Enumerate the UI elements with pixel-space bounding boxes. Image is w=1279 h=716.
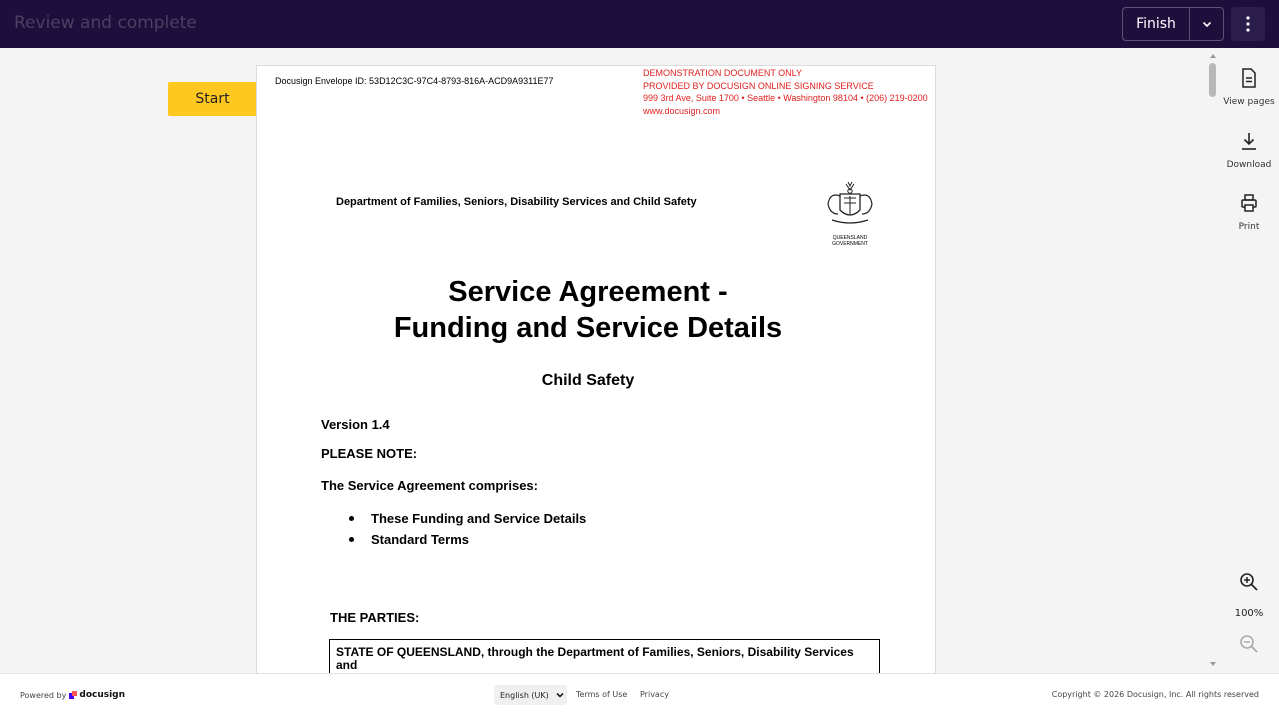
parties-heading: THE PARTIES: — [330, 610, 420, 625]
powered-by-label: Powered by — [20, 690, 67, 700]
demo-line: www.docusign.com — [643, 105, 721, 116]
brand-name: docusign — [79, 690, 126, 700]
list-item — [349, 508, 586, 529]
terms-of-use-link[interactable]: Terms of Use — [576, 690, 628, 699]
party-line: STATE OF QUEENSLAND, through the Department of Families, Seniors, Disability Services and — [336, 645, 854, 672]
document-icon — [1240, 68, 1258, 88]
demo-line: DEMONSTRATION DOCUMENT ONLY — [643, 68, 803, 78]
queensland-government-crest — [822, 180, 878, 247]
scroll-down-arrow-icon[interactable] — [1209, 660, 1217, 668]
crest-text: QUEENSLAND — [832, 235, 868, 241]
kebab-menu-icon — [1246, 16, 1250, 32]
comprises-list — [349, 508, 586, 550]
list-item-label: These Funding and Service Details — [371, 511, 587, 526]
view-pages-label: View pages — [1223, 97, 1275, 107]
zoom-out-icon — [1239, 634, 1259, 654]
footer — [0, 673, 1279, 716]
finish-button[interactable]: Finish — [1123, 8, 1190, 40]
crest-text: GOVERNMENT — [832, 241, 868, 247]
more-options-button[interactable] — [1231, 7, 1265, 41]
zoom-level: 100% — [1234, 608, 1264, 619]
chevron-down-icon — [1201, 18, 1213, 30]
print-label: Print — [1238, 222, 1260, 232]
download-button[interactable] — [1219, 131, 1279, 170]
top-bar — [0, 0, 1279, 48]
page-title: Review and complete — [14, 13, 197, 33]
download-icon — [1240, 131, 1258, 151]
finish-options-button[interactable] — [1190, 8, 1223, 40]
view-pages-button[interactable] — [1219, 68, 1279, 107]
finish-button-group — [1122, 7, 1224, 41]
language-select[interactable] — [494, 685, 567, 705]
envelope-id: Docusign Envelope ID: 53D12C3C-97C4-8793-816A-ACD9A9311E77 — [275, 76, 554, 86]
printer-icon — [1240, 193, 1258, 213]
bullet-icon — [349, 537, 354, 542]
zoom-in-icon — [1239, 572, 1259, 592]
docusign-mark-icon — [69, 691, 77, 699]
zoom-out-button[interactable] — [1219, 634, 1279, 659]
list-item — [349, 529, 586, 550]
document-subtitle: Child Safety — [541, 372, 635, 389]
version-text: Version 1.4 — [321, 417, 390, 432]
powered-by — [20, 690, 125, 700]
crest-label — [822, 235, 878, 247]
document-title-line2: Funding and Service Details — [393, 312, 783, 344]
comprises-text: The Service Agreement comprises: — [321, 478, 538, 493]
copyright-text: Copyright © 2026 Docusign, Inc. All rights reserved — [1051, 690, 1259, 699]
privacy-link[interactable]: Privacy — [640, 690, 669, 699]
please-note-heading: PLEASE NOTE: — [321, 446, 418, 461]
download-label: Download — [1226, 160, 1272, 170]
bullet-icon — [349, 516, 354, 521]
chevron-down-icon — [555, 690, 565, 700]
coat-of-arms-icon — [822, 180, 878, 230]
scrollbar-thumb[interactable] — [1209, 63, 1216, 97]
docusign-logo — [69, 690, 125, 700]
language-value: English (UK) — [500, 690, 549, 700]
document-viewer[interactable] — [0, 48, 1279, 673]
scroll-up-arrow-icon[interactable] — [1209, 52, 1217, 60]
demo-line: PROVIDED BY DOCUSIGN ONLINE SIGNING SERVICE — [643, 80, 874, 91]
document-page — [256, 65, 936, 685]
start-button[interactable]: Start — [168, 82, 257, 116]
demo-notice — [643, 67, 928, 117]
department-name: Department of Families, Seniors, Disability Services and Child Safety — [336, 196, 697, 208]
zoom-in-button[interactable] — [1219, 572, 1279, 597]
document-title-line1: Service Agreement - — [448, 276, 728, 308]
demo-line: 999 3rd Ave, Suite 1700 • Seattle • Washington 98104 • (206) 219-0200 — [643, 93, 928, 103]
print-button[interactable] — [1219, 193, 1279, 232]
list-item-label: Standard Terms — [371, 532, 470, 547]
